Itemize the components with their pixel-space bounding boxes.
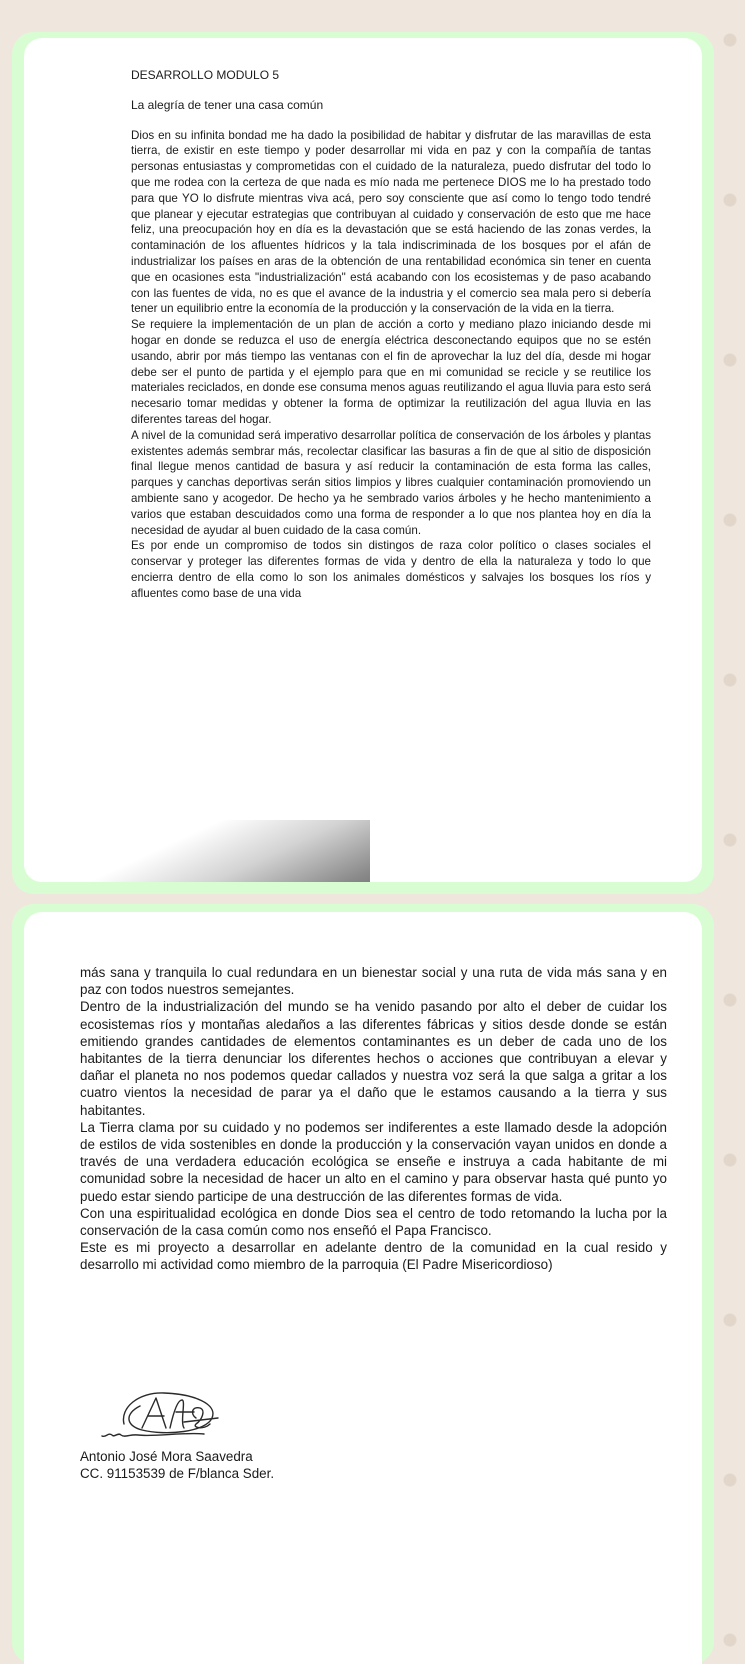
- signer-id: CC. 91153539 de F/blanca Sder.: [80, 1466, 275, 1481]
- paragraph: más sana y tranquila lo cual redundara en un bienestar social y una ruta de vida más sana y en paz con todos nuestros semejantes.: [80, 965, 667, 998]
- image-message-page-2[interactable]: [12, 904, 714, 1664]
- document-subheading: La alegría de tener una casa común: [131, 97, 324, 112]
- paragraph: Se requiere la implementación de un plan de acción a corto y mediano plazo iniciando desde mi hogar en donde se reduzca el uso de energía eléctrica desconectando equipos que no se estén usando, abrir por más tiempo las ventanas con el fin de aprovechar la luz del día, desde mi hogar debe ser el punto de partida y el ejemplo para que en mi comunidad se recicle y se reutilice los materiales reciclados, en donde ese consuma menos aguas reutilizando el agua lluvia para esto será necesario tomar medidas y obtener la forma de optimizar la reutilización del agua lluvia en las diferentes tareas del hogar.: [131, 318, 651, 426]
- paragraph: Dios en su infinita bondad me ha dado la posibilidad de habitar y disfrutar de las maravillas de esta tierra, de existir en este tiempo y poder desarrollar mi vida en paz y con la compañía de tantas personas entusiastas y comprometidas con el cuidado de la naturaleza, puedo disfrutar del todo lo que me rodea con la certeza de que nada es mío nada me pertenece DIOS me lo ha prestado todo para que YO lo disfrute mientras viva acá, pero soy consciente que así como lo tengo todo tendré que planear y ejecutar estrategias que contribuyan al cuidado y conservación de esto que me hace feliz, una preocupación hoy en día es la devastación que se está haciendo de las zonas verdes, la contaminación de los afluentes hídricos y la tala indiscriminada de los bosques por el afán de industrializar los países en aras de la obtención de una rentabilidad económica sin tener en cuenta que en ocasiones esta "industrialización" está acabando con los ecosistemas y de paso acabando con las fuentes de vida, no es que el avance de la industria y el comercio sea mala pero si debería tener un equilibrio entre la economía de la producción y la conservación de la vida en la tierra.: [131, 128, 651, 316]
- document-page-1: [24, 38, 702, 882]
- document-page-2: [24, 912, 702, 1664]
- page-1-text: [131, 68, 651, 602]
- photo-blur-corner: [24, 820, 370, 882]
- paragraph: A nivel de la comunidad será imperativo desarrollar política de conservación de los árboles y plantas existentes además sembrar más, recolectar clasificar las basuras a fin de que al sitio de disposición final llegue menos cantidad de basura y así reducir la contaminación de esta forma las calles, parques y canchas deportivas serán sitios limpios y libres cualquier contaminación promoviendo un ambiente sano y acogedor. De hecho ya he sembrado varios árboles y he hecho mantenimiento a varios que estaban descuidados como una forma de responder a lo que nos plantea hoy en día la necesidad de ayudar al buen cuidado de la casa común.: [131, 428, 651, 537]
- page-2-text: [80, 964, 667, 1274]
- handwritten-signature: [94, 1388, 244, 1448]
- document-heading: DESARROLLO MODULO 5: [131, 68, 280, 82]
- paragraph: Dentro de la industrialización del mundo se ha venido pasando por alto el deber de cuidar los ecosistemas ríos y montañas aledaños a las diferentes fábricas y sitios desde donde se están emitiendo grandes cantidades de elementos contaminantes es un deber de cada uno de los habitantes de la tierra denunciar los diferentes hechos o acciones que contribuyan a elevar y dañar el planeta no nos podemos quedar callados y nuestra voz será la que salga a gritar a los cuatro vientos la necesidad de parar ya el daño que le estamos causando a la tierra y sus habitantes.: [80, 999, 667, 1118]
- signer-name: Antonio José Mora Saavedra: [80, 1449, 253, 1464]
- signature-block: [80, 1388, 380, 1482]
- image-message-page-1[interactable]: [12, 32, 714, 894]
- paragraph: Con una espiritualidad ecológica en donde Dios sea el centro de todo retomando la lucha por la conservación de la casa común como nos enseñó el Papa Francisco.: [80, 1205, 667, 1239]
- paragraph: La Tierra clama por su cuidado y no podemos ser indiferentes a este llamado desde la adopción de estilos de vida sostenibles en donde la producción y la conservación vayan unidos en donde a través de una verdadera educación ecológica se enseñe e instruya a cada habitante de mi comunidad sobre la necesidad de hacer un alto en el camino y para observar hasta qué punto yo puedo estar siendo participe de una destrucción de las diferentes formas de vida.: [80, 1119, 667, 1204]
- paragraph: Este es mi proyecto a desarrollar en adelante dentro de la comunidad en la cual resido y desarrollo mi actividad como miembro de la parroquia (El Padre Misericordioso): [80, 1240, 667, 1273]
- paragraph: Es por ende un compromiso de todos sin distingos de raza color político o clases sociales el conservar y proteger las diferentes formas de vida y dentro de ella la naturaleza y todo lo que encierra dentro de ella como lo son los animales domésticos y salvajes los bosques los ríos y afluentes como base de una vida: [131, 539, 651, 600]
